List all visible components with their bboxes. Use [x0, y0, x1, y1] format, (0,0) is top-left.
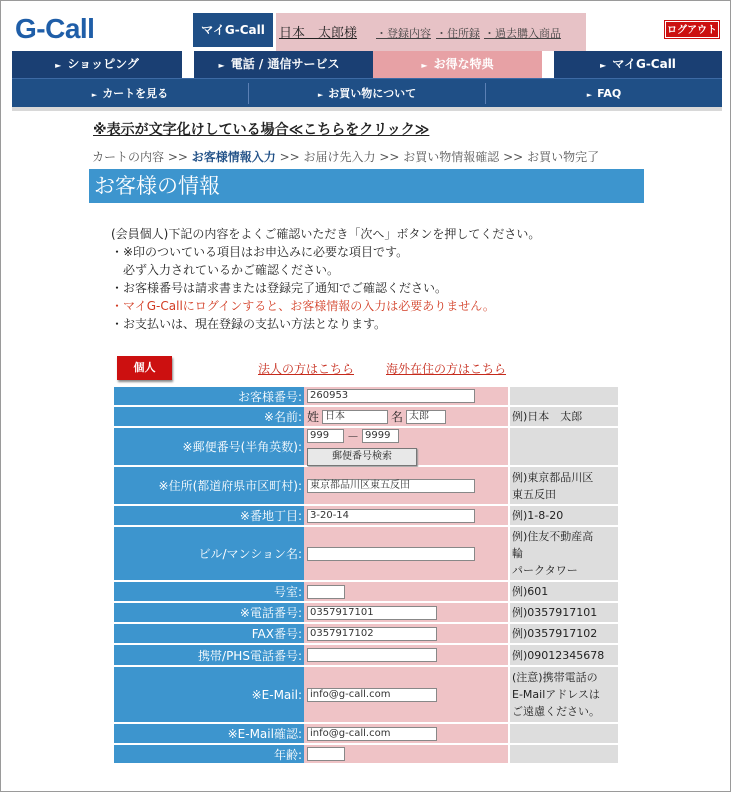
- breadcrumb-step-confirm: お買い物情報確認: [403, 150, 500, 164]
- email-note-line: E-Mailアドレスは: [512, 688, 600, 701]
- name-example: 例)日本 太郎: [508, 407, 618, 426]
- main-nav: [12, 51, 722, 78]
- nav-shopping-guide-label: お買い物について: [328, 87, 417, 100]
- phone-cell: [304, 603, 508, 622]
- mobile-label: 携帯/PHS電話番号:: [114, 645, 304, 665]
- building-example-line: 例)住友不動産高: [512, 530, 594, 543]
- zip2-input[interactable]: 9999: [362, 429, 399, 443]
- age-cell: [304, 745, 508, 763]
- email-confirm-label: ※E-Mail確認:: [114, 724, 304, 743]
- nav-deals[interactable]: [373, 51, 542, 78]
- fax-cell: [304, 624, 508, 643]
- email-confirm-cell: [304, 724, 508, 743]
- purchase-history-link[interactable]: ・過去購入商品: [484, 27, 561, 40]
- building-cell: [304, 527, 508, 580]
- example-cell: [508, 745, 618, 763]
- registration-link[interactable]: ・登録内容: [376, 27, 431, 40]
- breadcrumb-step-cart: カートの内容: [92, 150, 165, 164]
- address-cell: [304, 467, 508, 504]
- address-label: ※住所(都道府県市区町村):: [114, 467, 304, 504]
- room-label: 号室:: [114, 582, 304, 601]
- row-zip: [114, 428, 618, 467]
- row-address: [114, 467, 618, 506]
- note-line-login: ・マイG-Callにログインすると、お客様情報の入力は必要ありません。: [111, 299, 495, 313]
- row-name: [114, 407, 618, 428]
- nav-shadow: [12, 107, 722, 111]
- breadcrumb-sep: >>: [164, 150, 192, 164]
- note-line: ・お客様番号は請求書または登録完了通知でご確認ください。: [111, 281, 448, 295]
- nav-shopping[interactable]: [12, 51, 182, 78]
- building-label: ビル/マンション名:: [114, 527, 304, 580]
- phone-example: 例)0357917101: [508, 603, 618, 622]
- name-label: ※名前:: [114, 407, 304, 426]
- nav-my-gcall[interactable]: [554, 51, 722, 78]
- zip-cell: [304, 428, 508, 465]
- zip-label: ※郵便番号(半角英数):: [114, 428, 304, 465]
- corporate-link[interactable]: 法人の方はこちら: [258, 362, 355, 376]
- customer-form: [114, 387, 618, 765]
- instructions: [111, 225, 540, 333]
- email-confirm-input[interactable]: info@g-call.com: [307, 727, 437, 741]
- example-cell: [508, 724, 618, 743]
- overseas-link[interactable]: 海外在住の方はこちら: [386, 362, 507, 376]
- g-call-logo[interactable]: G-Call: [15, 13, 95, 44]
- block-example: 例)1-8-20: [508, 506, 618, 525]
- zip-dash: －: [347, 429, 360, 444]
- nav-telecom[interactable]: [194, 51, 364, 78]
- email-note: [508, 667, 618, 722]
- nav-deals-label: お得な特典: [433, 57, 494, 71]
- address-example: [508, 467, 618, 504]
- sei-label: 姓: [307, 410, 320, 424]
- first-name-input[interactable]: 太郎: [406, 410, 446, 424]
- room-example: 例)601: [508, 582, 618, 601]
- breadcrumb: [92, 148, 599, 165]
- nav-faq[interactable]: [486, 79, 722, 108]
- name-cell: [304, 407, 508, 426]
- breadcrumb-sep: >>: [499, 150, 528, 164]
- address-example-line: 東五反田: [512, 487, 556, 501]
- note-line: 必ず入力されているかご確認ください。: [111, 263, 340, 277]
- email-input[interactable]: info@g-call.com: [307, 688, 437, 702]
- row-email-confirm: [114, 724, 618, 745]
- email-note-line: (注意)携帯電話の: [512, 671, 598, 684]
- tab-individual[interactable]: 個人: [117, 356, 172, 380]
- row-email: [114, 667, 618, 724]
- nav-shopping-label: ショッピング: [67, 57, 139, 71]
- row-phone: [114, 603, 618, 624]
- nav-view-cart-label: カートを見る: [102, 87, 169, 100]
- row-mobile: [114, 645, 618, 667]
- block-input[interactable]: 3-20-14: [307, 509, 475, 523]
- block-label: ※番地丁目:: [114, 506, 304, 525]
- breadcrumb-step-delivery: お届け先入力: [303, 150, 376, 164]
- breadcrumb-step-complete: お買い物完了: [527, 150, 600, 164]
- logout-button[interactable]: ログアウト: [665, 21, 719, 38]
- email-label: ※E-Mail:: [114, 667, 304, 722]
- page-title: お客様の情報: [89, 169, 644, 203]
- sub-nav: [12, 78, 722, 107]
- building-example-line: パークタワー: [512, 564, 578, 577]
- arrow-right-icon: ►: [91, 91, 98, 99]
- mobile-example: 例)09012345678: [508, 645, 618, 665]
- nav-telecom-label: 電話 / 通信サービス: [230, 57, 340, 71]
- email-note-line: ご遠慮ください。: [512, 705, 600, 718]
- arrow-right-icon: ►: [421, 61, 428, 70]
- row-fax: [114, 624, 618, 645]
- row-building: [114, 527, 618, 582]
- room-cell: [304, 582, 508, 601]
- fax-label: FAX番号:: [114, 624, 304, 643]
- example-cell: [508, 428, 618, 465]
- user-name: 日本 太郎様: [279, 26, 358, 41]
- row-room: [114, 582, 618, 603]
- email-cell: [304, 667, 508, 722]
- customer-number-cell: [304, 387, 508, 405]
- breadcrumb-sep: >>: [375, 150, 404, 164]
- building-example-line: 輪: [512, 547, 523, 560]
- fax-example: 例)0357917102: [508, 624, 618, 643]
- nav-faq-label: FAQ: [597, 87, 622, 100]
- building-example: [508, 527, 618, 580]
- last-name-input[interactable]: 日本: [322, 410, 388, 424]
- note-line: (会員個人)下記の内容をよくご確認いただき「次へ」ボタンを押してください。: [111, 227, 541, 241]
- zip1-input[interactable]: 999: [307, 429, 344, 443]
- mei-label: 名: [391, 410, 404, 424]
- my-gcall-label: マイG-Call: [193, 13, 273, 47]
- nav-separator: [182, 51, 194, 78]
- mobile-input[interactable]: [307, 648, 437, 662]
- address-example-line: 例)東京都品川区: [512, 470, 594, 484]
- mobile-cell: [304, 645, 508, 665]
- nav-my-gcall-label: マイG-Call: [612, 57, 676, 71]
- arrow-right-icon: ►: [55, 61, 62, 70]
- breadcrumb-sep: >>: [275, 150, 304, 164]
- fax-input[interactable]: 0357917102: [307, 627, 437, 641]
- customer-number-input[interactable]: 260953: [307, 389, 475, 403]
- example-cell: [508, 387, 618, 405]
- arrow-right-icon: ►: [218, 61, 225, 70]
- address-book-link[interactable]: ・住所録: [436, 27, 480, 40]
- arrow-right-icon: ►: [586, 91, 593, 99]
- mojibake-link[interactable]: ※表示が文字化けしている場合≪こちらをクリック≫: [93, 122, 430, 138]
- row-age: [114, 745, 618, 765]
- note-line: ・※印のついている項目はお申込みに必要な項目です。: [111, 245, 409, 259]
- phone-label: ※電話番号:: [114, 603, 304, 622]
- arrow-right-icon: ►: [317, 91, 324, 99]
- phone-input[interactable]: 0357917101: [307, 606, 437, 620]
- customer-number-label: お客様番号:: [114, 387, 304, 405]
- arrow-right-icon: ►: [600, 61, 607, 70]
- building-input[interactable]: [307, 547, 475, 561]
- row-customer-number: [114, 387, 618, 407]
- nav-separator: [542, 51, 554, 78]
- user-area: [276, 13, 586, 55]
- age-input[interactable]: [307, 747, 345, 761]
- nav-shopping-guide[interactable]: [249, 79, 485, 108]
- breadcrumb-step-customer-info: お客様情報入力: [191, 150, 276, 164]
- block-cell: [304, 506, 508, 525]
- address-input[interactable]: 東京都品川区東五反田: [307, 479, 475, 493]
- note-line: ・お支払いは、現在登録の支払い方法となります。: [111, 317, 387, 331]
- zip-search-button[interactable]: 郵便番号検索: [307, 448, 417, 466]
- age-label: 年齢:: [114, 745, 304, 763]
- room-input[interactable]: [307, 585, 345, 599]
- row-block: [114, 506, 618, 527]
- nav-view-cart[interactable]: [12, 79, 248, 108]
